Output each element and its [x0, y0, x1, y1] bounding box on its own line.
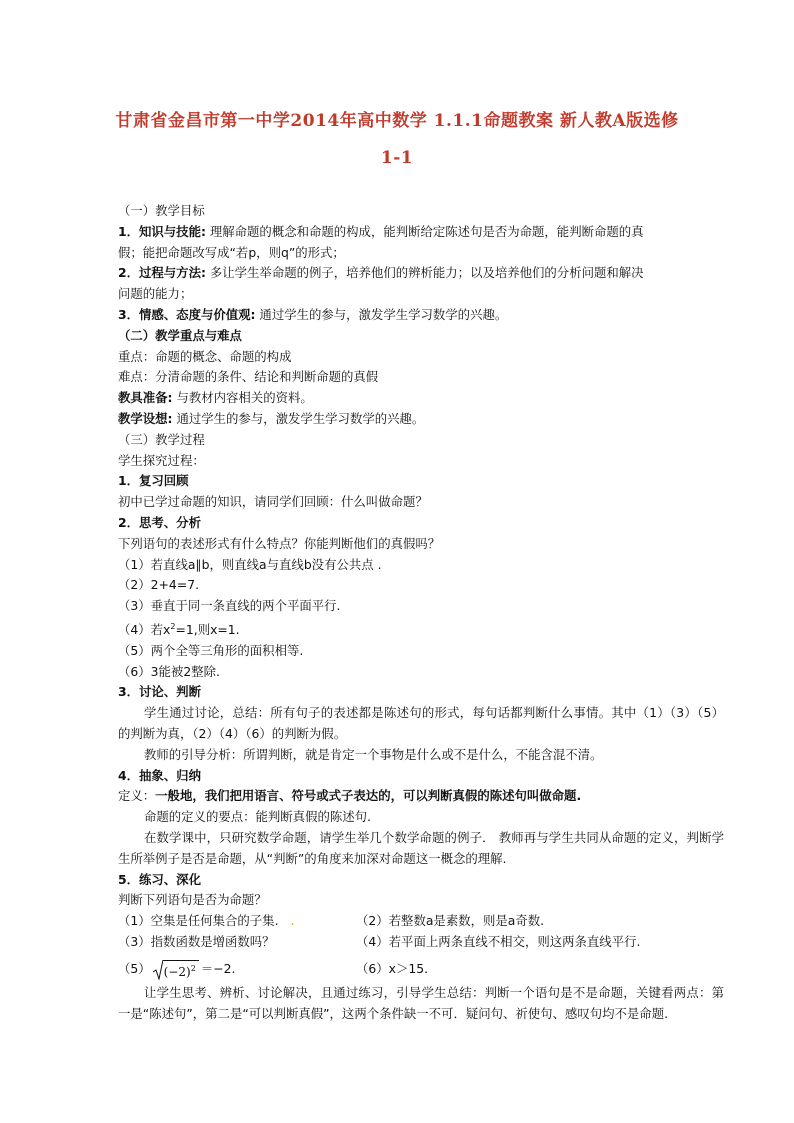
goal-knowledge — [118, 222, 724, 243]
step-heading-practice-text: 5．练习、深化 — [118, 871, 201, 887]
goal-process — [118, 263, 724, 284]
statement-4 — [118, 617, 724, 641]
practice-prompt: 判断下列语句是否为命题？ — [118, 892, 267, 908]
statement-6: （6）3能被2整除. — [118, 663, 220, 679]
goal-process-label: 2．过程与方法: — [118, 265, 206, 281]
exercise-5 — [118, 959, 356, 980]
goal-attitude-text: 通过学生的参与，激发学生学习数学的兴趣。 — [255, 306, 508, 322]
goal-knowledge-label: 1．知识与技能: — [118, 223, 206, 239]
teaching-aids — [118, 388, 724, 409]
teaching-idea — [118, 409, 724, 430]
sqrt-expression — [153, 960, 199, 980]
step-heading-discuss-text: 3．讨论、判断 — [118, 684, 201, 700]
statement-2: （2）2+4=7. — [118, 577, 200, 593]
goal-knowledge-text-a: 理解命题的概念和命题的构成，能判断给定陈述句是否为命题，能判断命题的真 — [205, 223, 644, 239]
goal-process-text-a: 多让学生举命题的例子，培养他们的辨析能力；以及培养他们的分析问题和解决 — [205, 265, 644, 281]
discuss-summary: 学生通过讨论，总结：所有句子的表述都是陈述句的形式，每句话都判断什么事情。其中（1）（3）（5）的判断为真，（2）（4）（6）的判断为假。 — [118, 705, 724, 742]
step-heading-review — [118, 471, 724, 492]
section-heading-keypoints — [118, 326, 724, 347]
radicand-exponent: 2 — [190, 963, 196, 973]
statement-5: （5）两个全等三角形的面积相等. — [118, 642, 304, 658]
math-class-paragraph: 在数学课中，只研究数学命题，请学生举几个数学命题的例子． 教师再与学生共同从命题的定义，判断学生所举例子是否是命题，从“判断”的角度来加深对命题这一概念的理解. — [118, 830, 724, 866]
section-heading-process: （三）教学过程 — [118, 431, 205, 447]
exercise-5-label: （5） — [118, 961, 151, 977]
teacher-analysis: 教师的引导分析：所谓判断，就是肯定一个事物是什么或不是什么，不能含混不清。 — [144, 746, 603, 762]
exercise-1-text: （1）空集是任何集合的子集. — [118, 913, 279, 929]
goal-attitude — [118, 305, 724, 326]
statement-3: （3）垂直于同一条直线的两个平面平行. — [118, 598, 341, 614]
radicand — [163, 960, 199, 980]
exercise-4: （4）若平面上两条直线不相交，则这两条直线平行. — [356, 934, 641, 950]
exercise-3: （3）指数函数是增函数吗？ — [118, 934, 275, 950]
teaching-idea-text: 通过学生的参与，激发学生学习数学的兴趣。 — [172, 410, 425, 426]
exercise-2: （2）若整数a是素数，则是a奇数. — [356, 913, 545, 929]
difficulty: 难点：分清命题的条件、结论和判断命题的真假 — [118, 369, 379, 385]
analyze-prompt: 下列语句的表述形式有什么特点？你能判断他们的真假吗？ — [118, 535, 441, 551]
definition-label: 定义： — [118, 788, 156, 804]
teaching-aids-label: 教具准备: — [118, 390, 173, 406]
conclusion-paragraph: 让学生思考、辨析、讨论解决，且通过练习，引导学生总结：判断一个语句是不是命题，关键看两点：第一是“陈述句”，第二是“可以判断真假”，这两个条件缺一不可．疑问句、祈使句、感叹句均不是命题. — [118, 984, 724, 1021]
exercise-6: （6）x＞15. — [356, 961, 429, 977]
explore-heading: 学生探究过程： — [118, 452, 205, 468]
statement-4-b: =1,则x=1. — [175, 622, 240, 638]
step-heading-practice — [118, 870, 724, 891]
statement-4-exponent: 2 — [170, 621, 176, 631]
teaching-idea-label: 教学设想: — [118, 410, 173, 426]
definition-text: 一般地，我们把用语言、符号或式子表达的，可以判断真假的陈述句叫做命题. — [155, 788, 582, 804]
exercise-row-3 — [118, 957, 724, 983]
step-heading-discuss — [118, 682, 724, 703]
definition-keypoint: 命题的定义的要点：能判断真假的陈述句. — [144, 809, 371, 825]
step-heading-abstract-text: 4．抽象、归纳 — [118, 767, 201, 783]
exercise-row-2 — [118, 932, 724, 953]
exercise-5-rhs: ＝−2. — [200, 961, 236, 977]
step-heading-abstract — [118, 766, 724, 787]
review-text: 初中已学过命题的知识，请同学们回顾：什么叫做命题？ — [118, 494, 428, 510]
teaching-aids-text: 与教材内容相关的资料。 — [172, 390, 313, 406]
statement-4-a: （4）若x — [118, 622, 171, 638]
exercise-1 — [118, 911, 356, 932]
goal-attitude-label: 3．情感、态度与价值观: — [118, 306, 256, 322]
step-heading-analyze — [118, 513, 724, 534]
definition — [118, 786, 724, 807]
statement-1: （1）若直线a∥b，则直线a与直线b没有公共点 . — [118, 556, 382, 572]
section-heading-objectives: （一）教学目标 — [118, 203, 205, 218]
doc-body — [118, 201, 724, 1024]
key-point: 重点：命题的概念、命题的构成 — [118, 348, 292, 364]
exercise-1-mark: . — [290, 913, 295, 929]
doc-title-line1: 甘肃省金昌市第一中学2014年高中数学 1.1.1命题教案 新人教A版选修 — [115, 111, 679, 131]
goal-knowledge-cont: 假；能把命题改写成“若p，则q”的形式； — [118, 244, 345, 260]
section-heading-keypoints-text: （二）教学重点与难点 — [118, 327, 242, 343]
step-heading-review-text: 1．复习回顾 — [118, 473, 189, 489]
goal-process-cont: 问题的能力； — [118, 286, 193, 302]
radical-sign-icon — [153, 960, 163, 980]
radicand-base: (−2) — [163, 964, 191, 979]
step-heading-analyze-text: 2．思考、分析 — [118, 514, 201, 530]
exercise-row-1 — [118, 911, 724, 932]
doc-title-line2: 1-1 — [380, 148, 414, 168]
